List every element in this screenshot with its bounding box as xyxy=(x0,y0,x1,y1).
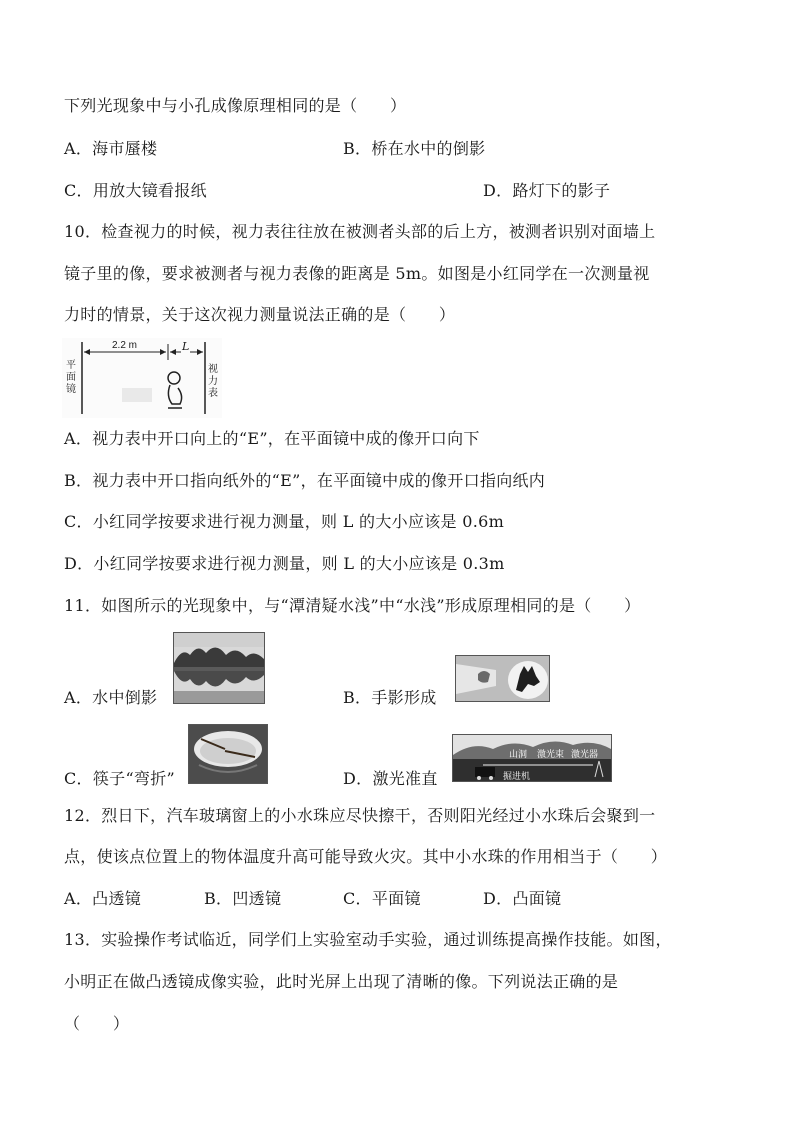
q9-option-a: A．海市蜃楼 xyxy=(64,139,158,158)
l-label: L xyxy=(182,340,190,353)
reflection-photo xyxy=(173,632,265,704)
q10-stem-line2: 镜子里的像，要求被测者与视力表像的距离是 5m。如图是小红同学在一次测量视 xyxy=(64,264,650,283)
distance-label: 2.2 m xyxy=(112,340,138,351)
q10-option-d: D．小红同学按要求进行视力测量，则 L 的大小应该是 0.3m xyxy=(64,554,505,573)
laser-label-laser: 激光器 xyxy=(571,749,599,759)
q12-option-a: A．凸透镜 xyxy=(64,889,142,908)
q11-option-b: B．手影形成 xyxy=(343,688,437,707)
q10-option-a: A．视力表中开口向上的“E”，在平面镜中成的像开口向下 xyxy=(64,429,480,448)
laser-tunnel-photo xyxy=(452,734,612,782)
q13-stem-line2: 小明正在做凸透镜成像实验，此时光屏上出现了清晰的像。下列说法正确的是 xyxy=(64,972,619,991)
q10-option-c: C．小红同学按要求进行视力测量，则 L 的大小应该是 0.6m xyxy=(64,512,505,531)
eye-test-figure xyxy=(62,338,222,418)
laser-label-beam: 激光束 xyxy=(537,749,565,759)
q13-stem-line1: 13．实验操作考试临近，同学们上实验室动手实验，通过训练提高操作技能。如图， xyxy=(64,930,672,949)
q9-option-b: B．桥在水中的倒影 xyxy=(343,139,486,158)
q9-option-c: C．用放大镜看报纸 xyxy=(64,181,207,200)
chart-label: 视 力 表 xyxy=(208,364,218,399)
q12-option-b: B．凹透镜 xyxy=(204,889,282,908)
q9-option-d: D．路灯下的影子 xyxy=(483,181,611,200)
q9-stem: 下列光现象中与小孔成像原理相同的是（ ） xyxy=(64,96,407,115)
q12-stem-line1: 12．烈日下，汽车玻璃窗上的小水珠应尽快擦干，否则阳光经过小水珠后会聚到一 xyxy=(64,806,656,825)
q11-stem: 11．如图所示的光现象中，与“潭清疑水浅”中“水浅”形成原理相同的是（ ） xyxy=(64,596,641,615)
q11-option-c: C．筷子“弯折” xyxy=(64,769,176,788)
q12-stem-line2: 点，使该点位置上的物体温度升高可能导致火灾。其中小水珠的作用相当于（ ） xyxy=(64,847,668,866)
q12-option-d: D．凸面镜 xyxy=(483,889,562,908)
q10-stem-line1: 10．检查视力的时候，视力表往往放在被测者头部的后上方，被测者识别对面墙上 xyxy=(64,222,656,241)
laser-label-tunnel: 山洞 xyxy=(509,749,528,759)
q10-stem-line3: 力时的情景，关于这次视力测量说法正确的是（ ） xyxy=(64,305,456,324)
q13-stem-line3: （ ） xyxy=(64,1014,130,1033)
hand-shadow-photo xyxy=(455,655,550,702)
chopstick-photo xyxy=(188,724,268,784)
q11-option-a: A．水中倒影 xyxy=(64,688,158,707)
mirror-label: 平 面 镜 xyxy=(66,360,76,395)
q10-option-b: B．视力表中开口指向纸外的“E”，在平面镜中成的像开口指向纸内 xyxy=(64,471,546,490)
q11-option-d: D．激光准直 xyxy=(343,769,438,788)
q12-option-c: C．平面镜 xyxy=(343,889,421,908)
laser-label-machine: 掘进机 xyxy=(503,771,531,781)
